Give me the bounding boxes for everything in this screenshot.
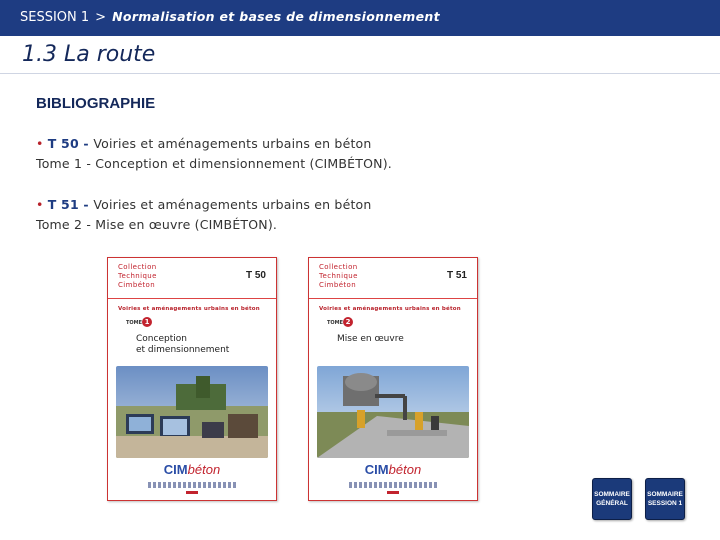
- tome-label: TOME: [126, 320, 143, 326]
- reference-code: T 50: [47, 136, 79, 151]
- breadcrumb: [20, 9, 440, 25]
- session-label: SESSION 1: [20, 10, 90, 25]
- section-heading: BIBLIOGRAPHIE: [36, 95, 156, 112]
- collection-title: Voiries et aménagements urbains en béton: [319, 306, 461, 312]
- book-title-line: et dimensionnement: [136, 345, 230, 355]
- series-line: Technique: [319, 272, 358, 280]
- series-label: [319, 263, 358, 290]
- summary-general-button[interactable]: [592, 478, 632, 520]
- page-title: 1.3 La route: [22, 42, 156, 67]
- series-line: Collection: [319, 263, 358, 271]
- logo-caption: [349, 482, 437, 488]
- logo-text-b: béton: [388, 462, 422, 477]
- series-label: [118, 263, 157, 290]
- bullet-icon: •: [36, 197, 44, 212]
- book-title: [136, 334, 229, 356]
- book-cover-t50: [107, 257, 277, 501]
- entry-line1: Voiries et aménagements urbains en béton: [93, 136, 372, 151]
- series-line: Cimbéton: [118, 281, 156, 289]
- series-line: Technique: [118, 272, 157, 280]
- entry-line2: Tome 2 - Mise en œuvre (CIMBÉTON).: [36, 217, 278, 232]
- book-number: T 50: [245, 270, 266, 281]
- breadcrumb-separator: >: [95, 10, 107, 25]
- entry-line2: Tome 1 - Conception et dimensionnement (CIMBÉTON).: [36, 156, 392, 171]
- reference-dash: -: [78, 197, 94, 212]
- button-label-line: SOMMAIRE: [594, 491, 630, 498]
- summary-general-label: [593, 479, 631, 508]
- collection-title: Voiries et aménagements urbains en béton: [118, 306, 260, 312]
- button-label-line: GÉNÉRAL: [596, 500, 628, 507]
- logo-mark: [186, 491, 198, 494]
- logo-mark: [387, 491, 399, 494]
- logo-text-b: béton: [187, 462, 221, 477]
- title-divider: [0, 73, 720, 74]
- summary-session-button[interactable]: [645, 478, 685, 520]
- book-title: [337, 334, 404, 345]
- bibliography-entry: [36, 195, 372, 235]
- cover-divider: [309, 298, 477, 299]
- tome-label: TOME: [327, 320, 344, 326]
- cover-divider: [108, 298, 276, 299]
- header-bar: [0, 0, 720, 36]
- cimbeton-logo: [108, 462, 276, 477]
- book-number: T 51: [446, 270, 467, 281]
- cimbeton-logo: [309, 462, 477, 477]
- reference-code: T 51: [47, 197, 79, 212]
- logo-text-a: CIM: [163, 462, 188, 477]
- logo-text-a: CIM: [364, 462, 389, 477]
- series-line: Collection: [118, 263, 157, 271]
- bullet-icon: •: [36, 136, 44, 151]
- book-title-line: Mise en œuvre: [337, 334, 404, 344]
- button-label-line: SOMMAIRE: [647, 491, 683, 498]
- book-cover-t51: [308, 257, 478, 501]
- bibliography-entry: [36, 134, 392, 174]
- construction-photo-image: [317, 366, 469, 458]
- book-title-line: Conception: [136, 334, 187, 344]
- reference-dash: -: [78, 136, 94, 151]
- tome-badge: 1: [142, 317, 152, 327]
- office-photo-image: [116, 366, 268, 458]
- button-label-line: SESSION 1: [647, 500, 683, 507]
- logo-caption: [148, 482, 236, 488]
- entry-line1: Voiries et aménagements urbains en béton: [93, 197, 372, 212]
- tome-badge: 2: [343, 317, 353, 327]
- series-line: Cimbéton: [319, 281, 357, 289]
- summary-session-label: [646, 479, 684, 508]
- session-subtitle: Normalisation et bases de dimensionnement: [112, 9, 440, 24]
